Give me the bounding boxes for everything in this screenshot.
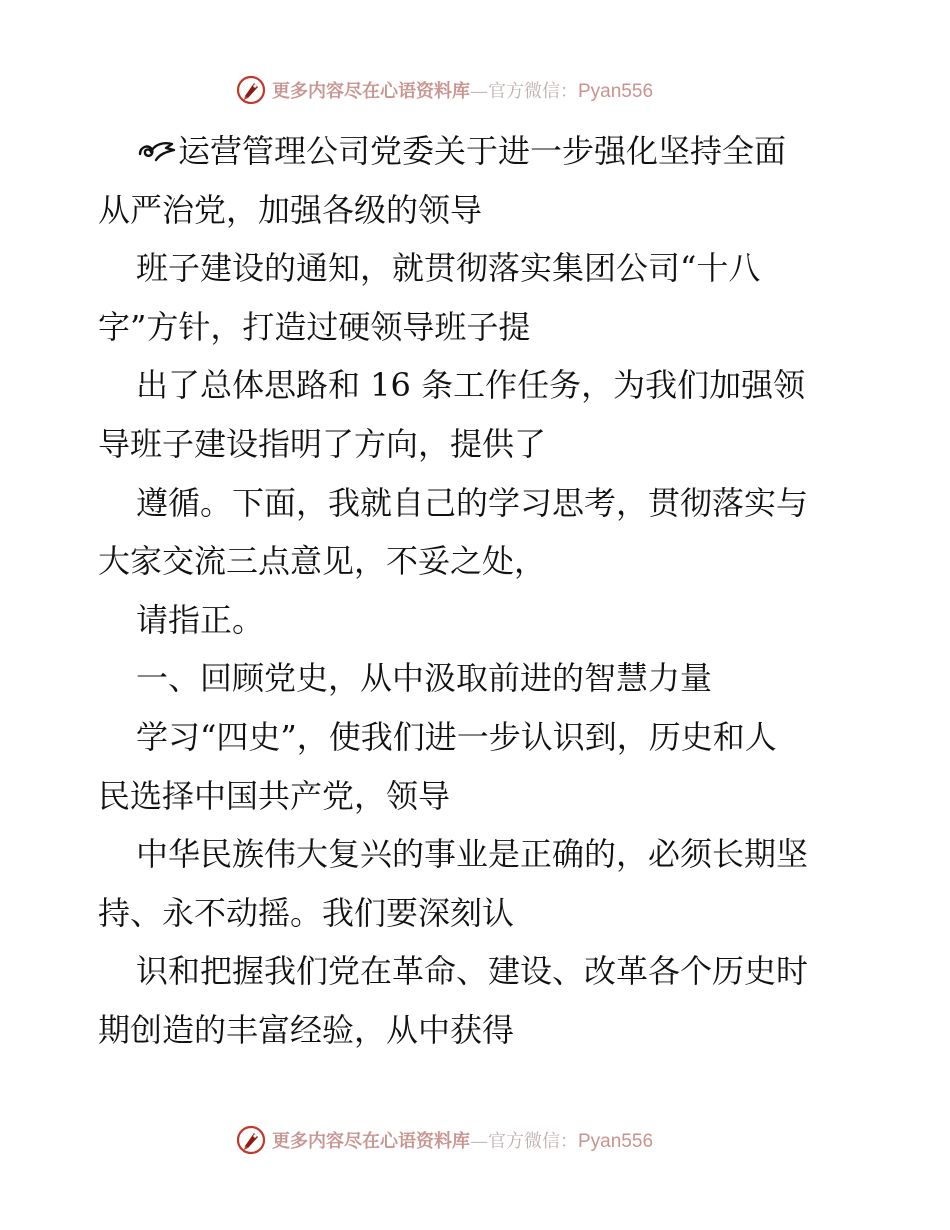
- document-line: 遵循。下面，我就自己的学习思考，贯彻落实与: [136, 483, 809, 522]
- document-line: 出了总体思路和 16 条工作任务，为我们加强领: [136, 366, 806, 405]
- document-line: 识和把握我们党在革命、建设、改革各个历史时: [136, 952, 809, 991]
- document-line: 班子建设的通知，就贯彻落实集团公司“十八: [136, 249, 761, 288]
- document-line: 持、永不动摇。我们要深刻认: [98, 893, 515, 932]
- section-heading: 一、回顾党史，从中汲取前进的智慧力量: [136, 659, 713, 698]
- document-line: 中华民族伟大复兴的事业是正确的，必须长期坚: [136, 835, 809, 874]
- document-line: 字”方针，打造过硬领导班子提: [98, 307, 531, 346]
- line-text: 运营管理公司党委关于进一步强化坚持全面: [178, 132, 787, 170]
- banner-wechat-label: 官方微信：: [488, 81, 578, 102]
- pen-nib-logo-icon: [236, 1125, 266, 1155]
- document-line: 民选择中国共产党，领导: [98, 776, 451, 815]
- swirl-bullet-icon: [136, 136, 176, 166]
- pen-nib-logo-icon: [236, 75, 266, 105]
- banner-wechat-id: Pyan556: [578, 1131, 654, 1152]
- banner-separator: —: [470, 1131, 488, 1152]
- document-line: 导班子建设指明了方向，提供了: [98, 424, 547, 463]
- document-body: [98, 122, 858, 1060]
- banner-brand-text: 更多内容尽在心语资料库: [272, 81, 470, 102]
- document-line: 大家交流三点意见，不妥之处，: [98, 542, 547, 581]
- document-line: 请指正。: [136, 600, 265, 639]
- document-line: 从严治党，加强各级的领导: [98, 190, 483, 229]
- banner-wechat-id: Pyan556: [578, 81, 654, 102]
- header-banner: [236, 73, 736, 107]
- banner-brand-text: 更多内容尽在心语资料库: [272, 1131, 470, 1152]
- banner-wechat-label: 官方微信：: [488, 1131, 578, 1152]
- footer-banner: [236, 1123, 736, 1157]
- document-line: 期创造的丰富经验，从中获得: [98, 1010, 515, 1049]
- banner-separator: —: [470, 81, 488, 102]
- document-line: 学习“四史”，使我们进一步认识到，历史和人: [136, 717, 777, 756]
- document-line: [98, 122, 858, 181]
